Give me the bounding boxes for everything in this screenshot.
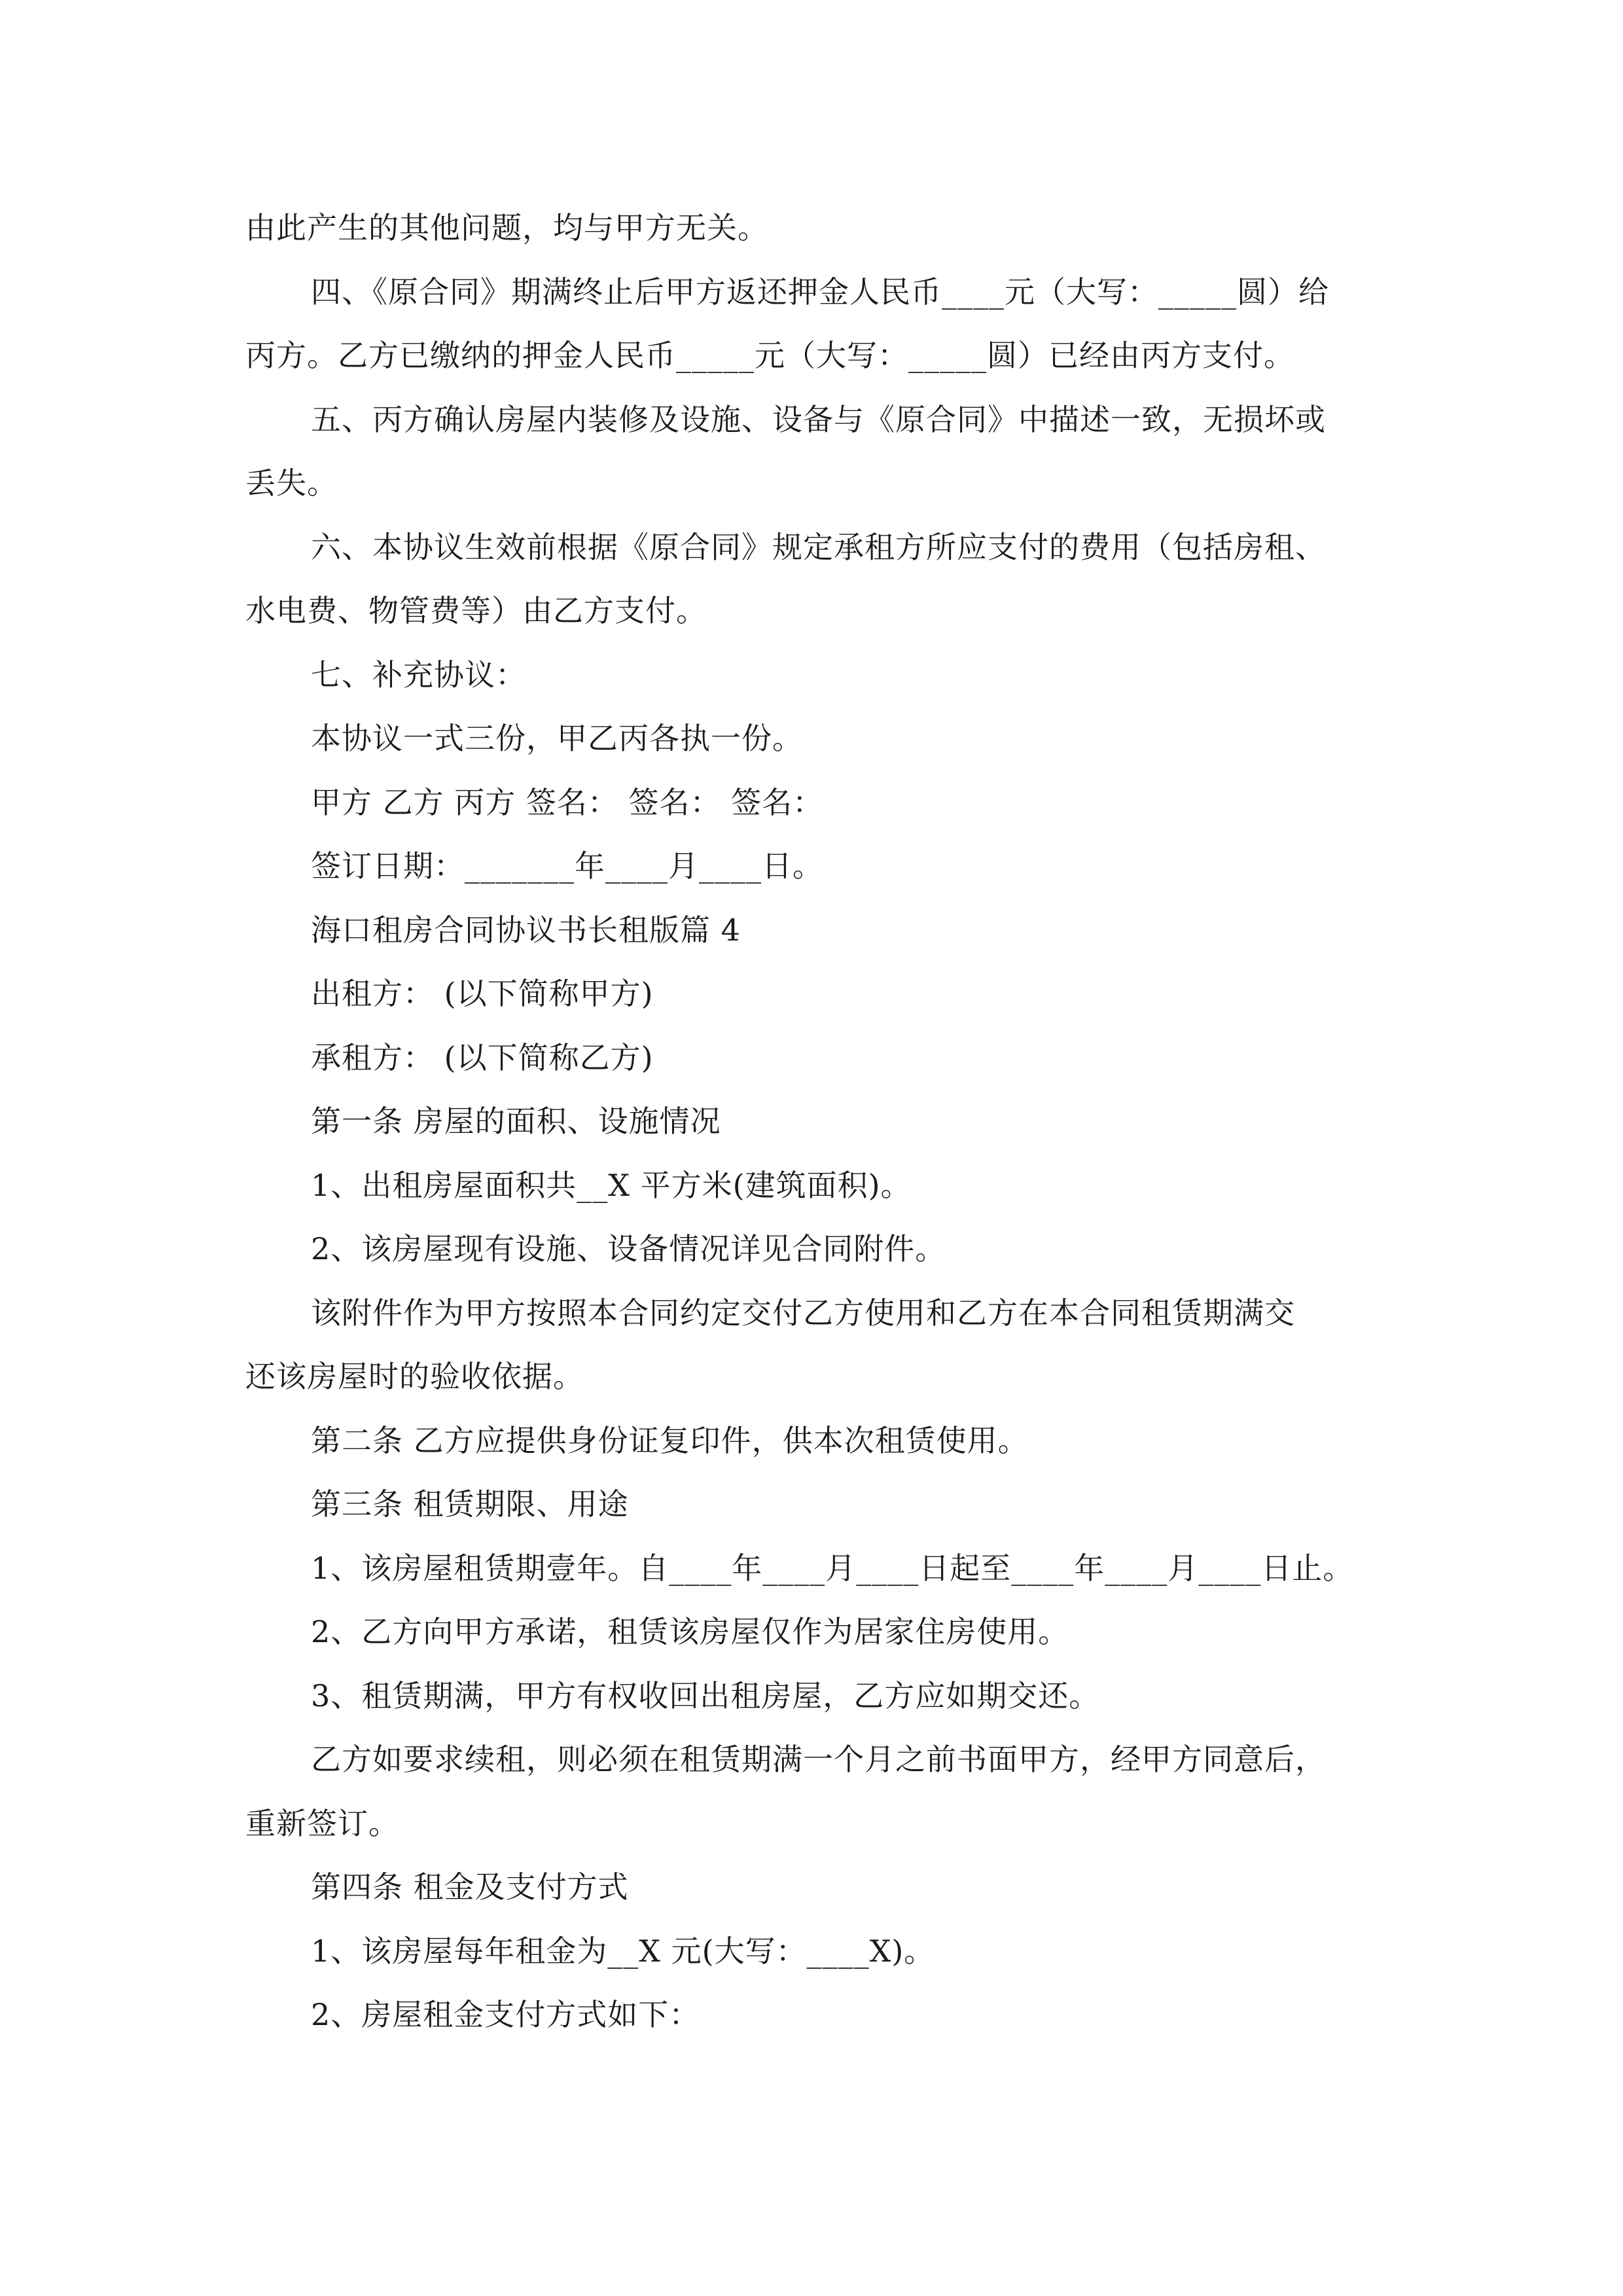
- text-line: 3、租赁期满，甲方有权收回出租房屋，乙方应如期交还。: [311, 1677, 1100, 1713]
- text-line: 本协议一式三份，甲乙丙各执一份。: [311, 721, 803, 756]
- lessee-line: 承租方： (以下简称乙方): [311, 1039, 654, 1075]
- text-line: 乙方如要求续租，则必须在租赁期满一个月之前书面甲方，经甲方同意后，: [311, 1742, 1326, 1777]
- lease-term-line: 1、该房屋租赁期壹年。自____年____月____日起至____年____月____日止。: [311, 1550, 1354, 1586]
- text-line: 水电费、物管费等）由乙方支付。: [245, 593, 707, 628]
- text-line: 2、该房屋现有设施、设备情况详见合同附件。: [311, 1231, 946, 1266]
- document-body: [245, 196, 1384, 2047]
- text-line: 2、乙方向甲方承诺，租赁该房屋仅作为居家住房使用。: [311, 1614, 1069, 1649]
- rent-amount-line: 1、该房屋每年租金为__X 元(大写：____X)。: [311, 1933, 935, 1969]
- clause-six-line: 六、本协议生效前根据《原合同》规定承租方所应支付的费用（包括房租、: [311, 529, 1326, 565]
- lessor-line: 出租方： (以下简称甲方): [311, 976, 654, 1011]
- text-line: 该附件作为甲方按照本合同约定交付乙方使用和乙方在本合同租赁期满交: [311, 1295, 1295, 1331]
- clause-five-line: 五、丙方确认房屋内装修及设施、设备与《原合同》中描述一致，无损坏或: [311, 401, 1326, 437]
- section-title: 海口租房合同协议书长租版篇 4: [311, 912, 741, 948]
- text-line: 丢失。: [245, 465, 338, 501]
- clause-seven-heading: 七、补充协议：: [311, 656, 526, 692]
- signing-date-line: 签订日期：_______年____月____日。: [311, 848, 823, 884]
- payment-method-line: 2、房屋租金支付方式如下：: [311, 1997, 700, 2032]
- text-line: 还该房屋时的验收依据。: [245, 1359, 584, 1394]
- clause-four-line: 四、《原合同》期满终止后甲方返还押金人民币____元（大写：_____圆）给: [311, 274, 1329, 310]
- text-line: 丙方。乙方已缴纳的押金人民币_____元（大写：_____圆）已经由丙方支付。: [245, 338, 1294, 373]
- text-line: 由此产生的其他问题，均与甲方无关。: [245, 210, 768, 245]
- article-three-heading: 第三条 租赁期限、用途: [311, 1486, 629, 1522]
- text-line: 1、出租房屋面积共__X 平方米(建筑面积)。: [311, 1167, 912, 1203]
- article-two-heading: 第二条 乙方应提供身份证复印件，供本次租赁使用。: [311, 1422, 1029, 1458]
- article-one-heading: 第一条 房屋的面积、设施情况: [311, 1103, 721, 1139]
- signature-line: 甲方 乙方 丙方 签名： 签名： 签名：: [311, 784, 824, 820]
- article-four-heading: 第四条 租金及支付方式: [311, 1869, 629, 1905]
- text-line: 重新签订。: [245, 1805, 399, 1841]
